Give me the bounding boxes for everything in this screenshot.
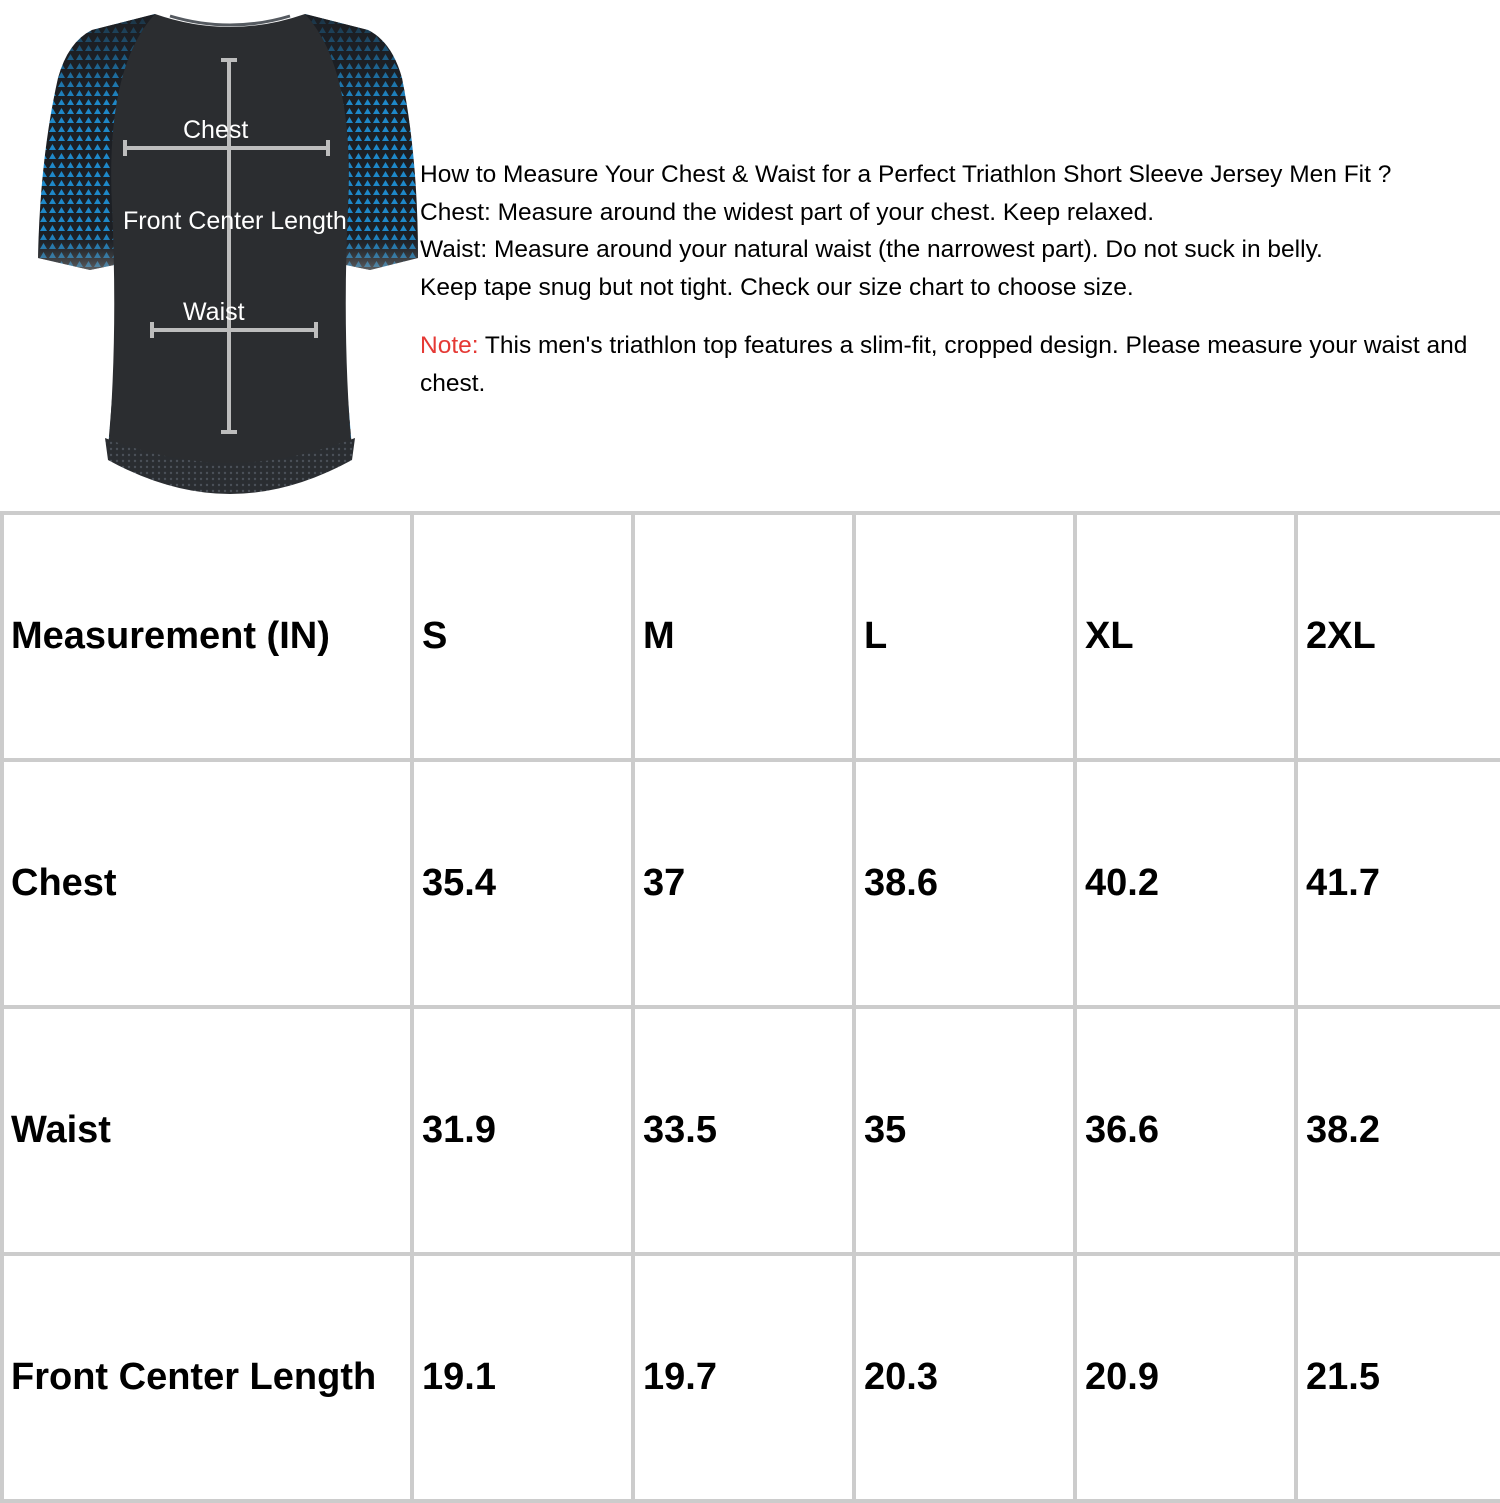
- table-cell: 31.9: [412, 1007, 633, 1254]
- table-cell: 20.3: [854, 1254, 1075, 1501]
- header-cell-measurement: Measurement (IN): [2, 513, 412, 760]
- table-row-front-center-length: [2, 1254, 1500, 1501]
- jersey-image: [30, 8, 430, 498]
- table-cell: 19.1: [412, 1254, 633, 1501]
- header-cell-size: 2XL: [1296, 513, 1500, 760]
- fit-note: [420, 327, 1480, 402]
- note-label: Note:: [420, 332, 479, 359]
- table-cell: 38.2: [1296, 1007, 1500, 1254]
- table-cell: 41.7: [1296, 760, 1500, 1007]
- table-row-chest: [2, 760, 1500, 1007]
- row-label: Waist: [2, 1007, 412, 1254]
- jersey-illustration: [30, 8, 430, 498]
- table-header-row: [2, 513, 1500, 760]
- table-cell: 21.5: [1296, 1254, 1500, 1501]
- table-cell: 38.6: [854, 760, 1075, 1007]
- instruction-line: Chest: Measure around the widest part of your chest. Keep relaxed.: [420, 198, 1155, 226]
- table-cell: 36.6: [1075, 1007, 1296, 1254]
- table-cell: 19.7: [633, 1254, 854, 1501]
- measuring-instructions: [420, 156, 1490, 306]
- chest-label: Chest: [183, 116, 249, 144]
- size-chart-table: [0, 511, 1500, 1503]
- table-cell: 35: [854, 1007, 1075, 1254]
- note-text: This men's triathlon top features a slim-fit, cropped design. Please measure your waist and chest.: [420, 332, 1468, 397]
- table-cell: 40.2: [1075, 760, 1296, 1007]
- table-cell: 37: [633, 760, 854, 1007]
- header-cell-size: S: [412, 513, 633, 760]
- front-center-length-label: Front Center Length: [123, 207, 347, 235]
- waist-label: Waist: [183, 298, 245, 326]
- header-cell-size: XL: [1075, 513, 1296, 760]
- header-cell-size: L: [854, 513, 1075, 760]
- instruction-line: Keep tape snug but not tight. Check our size chart to choose size.: [420, 273, 1134, 301]
- row-label: Chest: [2, 760, 412, 1007]
- table-cell: 33.5: [633, 1007, 854, 1254]
- table-row-waist: [2, 1007, 1500, 1254]
- instruction-line: How to Measure Your Chest & Waist for a Perfect Triathlon Short Sleeve Jersey Men Fit ?: [420, 161, 1392, 188]
- header-cell-size: M: [633, 513, 854, 760]
- instruction-line: Waist: Measure around your natural waist (the narrowest part). Do not suck in belly.: [420, 236, 1323, 263]
- row-label: Front Center Length: [2, 1254, 412, 1501]
- table-cell: 20.9: [1075, 1254, 1296, 1501]
- table-cell: 35.4: [412, 760, 633, 1007]
